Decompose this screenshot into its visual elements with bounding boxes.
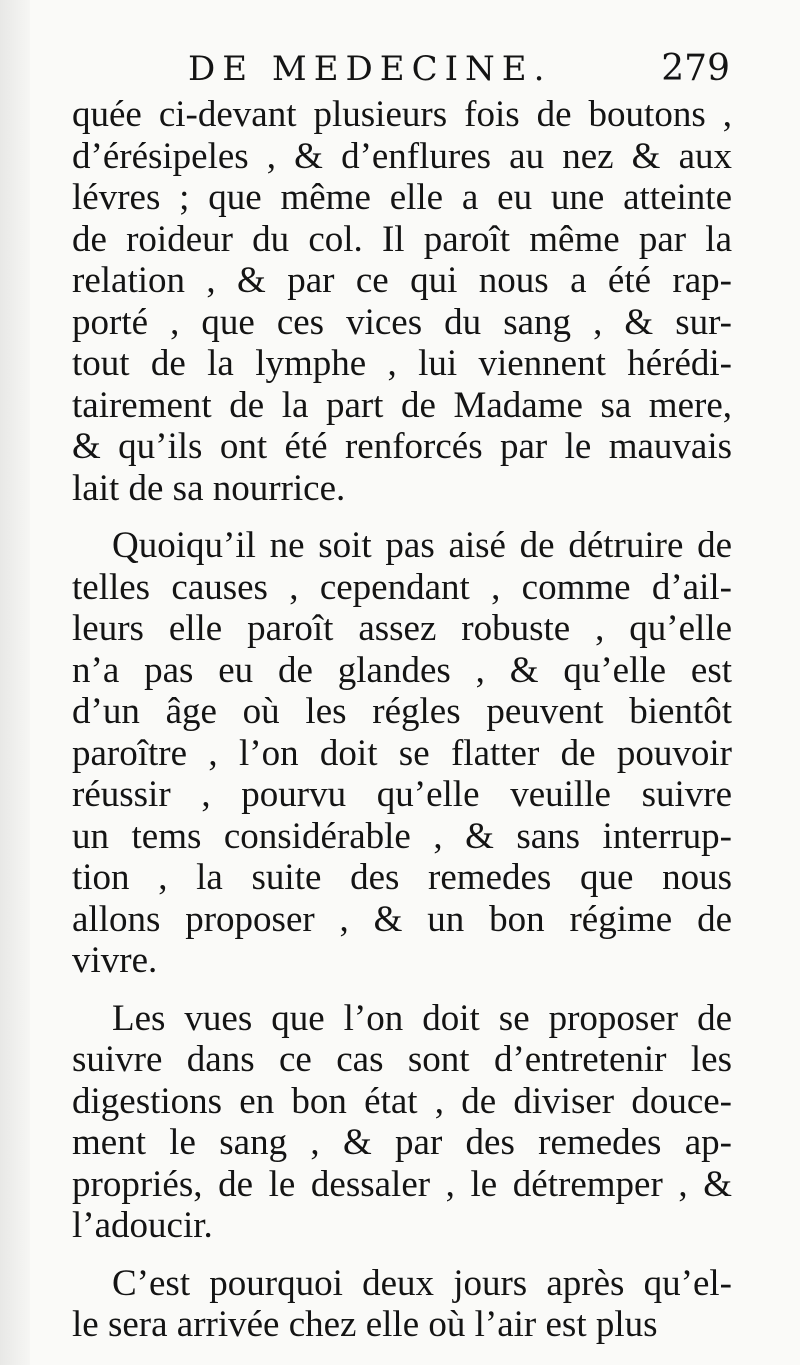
text-line: de roideur du col. Il paroît même par la (72, 218, 732, 260)
text-line: relation , & par ce qui nous a été rap- (72, 260, 732, 301)
text-line: l’adoucir. (72, 1205, 213, 1246)
body-text (72, 94, 732, 1346)
paragraph (72, 525, 732, 982)
text-line: propriés, de le dessaler , le détremper , & (72, 1163, 732, 1205)
text-line: vivre. (72, 940, 158, 981)
text-line: digestions en bon état , de diviser douce- (72, 1080, 732, 1122)
text-line: tion , la suite des remedes que nous (72, 857, 732, 898)
text-line: telles causes , cependant , comme d’ail- (72, 566, 732, 608)
text-line: tout de la lymphe , lui viennent hérédi- (72, 343, 732, 384)
paragraph (72, 998, 732, 1247)
text-line: suivre dans ce cas sont d’entretenir les (72, 1039, 732, 1080)
paragraph (72, 94, 732, 509)
paragraph (72, 1263, 732, 1346)
text-line: porté , que ces vices du sang , & sur- (72, 301, 732, 343)
text-line: n’a pas eu de glandes , & qu’elle est (72, 649, 732, 691)
text-line: tairement de la part de Madame sa mere, (72, 384, 732, 426)
text-line: allons proposer , & un bon régime de (72, 898, 732, 940)
text-line: Quoiqu’il ne soit pas aisé de détruire de (112, 525, 732, 566)
text-line: C’est pourquoi deux jours après qu’el- (112, 1262, 732, 1304)
text-line: réussir , pourvu qu’elle veuille suivre (72, 774, 732, 815)
text-line: lévres ; que même elle a eu une atteinte (72, 177, 732, 218)
text-line: ment le sang , & par des remedes ap- (72, 1122, 732, 1163)
text-line: lait de sa nourrice. (72, 467, 346, 509)
text-line: leurs elle paroît assez robuste , qu’elle (72, 608, 732, 649)
page-number: 279 (661, 48, 730, 89)
text-line: d’érésipeles , & d’enflures au nez & aux (72, 135, 732, 177)
text-line: le sera arrivée chez elle où l’air est plus (72, 1304, 658, 1345)
running-head: DE MEDECINE. (188, 49, 552, 89)
page-gutter-shadow (0, 0, 30, 1365)
text-line: d’un âge où les régles peuvent bientôt (72, 691, 732, 732)
text-line: Les vues que l’on doit se proposer de (112, 997, 732, 1039)
page-header (0, 44, 800, 94)
text-line: & qu’ils ont été renforcés par le mauvais (72, 426, 732, 467)
text-line: quée ci-devant plusieurs fois de boutons , (72, 94, 732, 135)
text-line: un tems considérable , & sans interrup- (72, 815, 732, 857)
text-line: paroître , l’on doit se flatter de pouvoir (72, 732, 732, 774)
